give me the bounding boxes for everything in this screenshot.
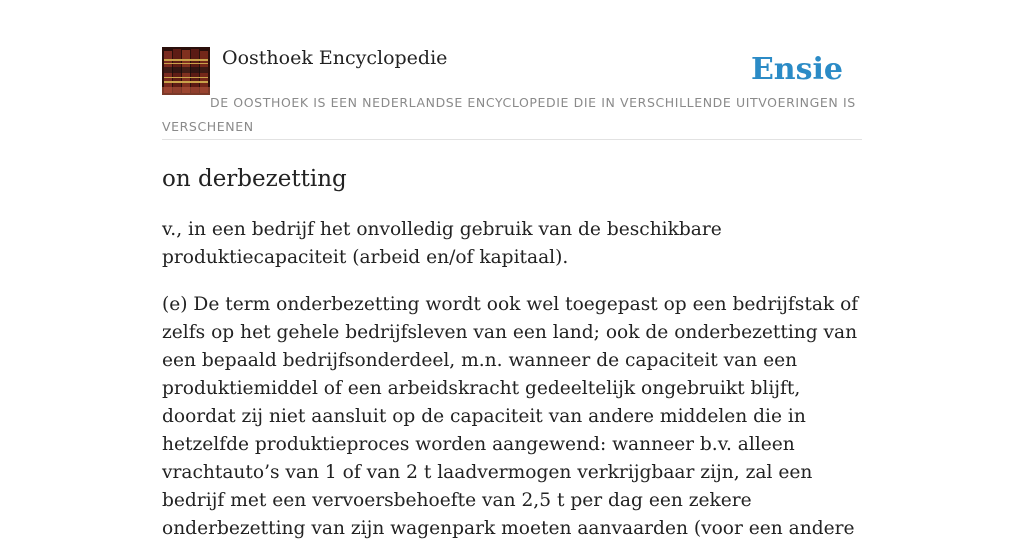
source-title[interactable]: Oosthoek Encyclopedie	[222, 47, 448, 69]
brand-logo[interactable]: Ensie	[750, 52, 843, 87]
book-spines-icon[interactable]	[162, 47, 210, 95]
site-header	[162, 46, 862, 140]
entry-paragraph-2: (e) De term onderbezetting wordt ook wel toegepast op een bedrijfstak of zelfs op het gehele bedrijfsleven van een land; ook de onderbezetting van een bepaald bedrijfsonderdeel, m.n. wanneer de capaciteit van een produktiemiddel of een arbeidskracht gedeeltelijk ongebruikt blijft, doordat zij niet aansluit op de capaciteit van andere middelen die in hetzelfde produktieproces worden aangewend: wanneer b.v. alleen vrachtauto’s van 1 of van 2 t laadvermogen verkrijgbaar zijn, zal een bedrijf met een vervoersbehoefte van 2,5 t per dag een zekere onderbezetting van zijn wagenpark moeten aanvaarden (voor een andere	[162, 294, 859, 539]
entry-paragraph-1: v., in een bedrijf het onvolledig gebruik van de beschikbare produktiecapaciteit (arbeid en/of kapitaal).	[162, 219, 722, 268]
entry-title: on derbezetting	[162, 166, 347, 192]
source-subtitle: DE OOSTHOEK IS EEN NEDERLANDSE ENCYCLOPEDIE DIE IN VERSCHILLENDE UITVOERINGEN IS VERSCHENEN	[162, 95, 856, 134]
